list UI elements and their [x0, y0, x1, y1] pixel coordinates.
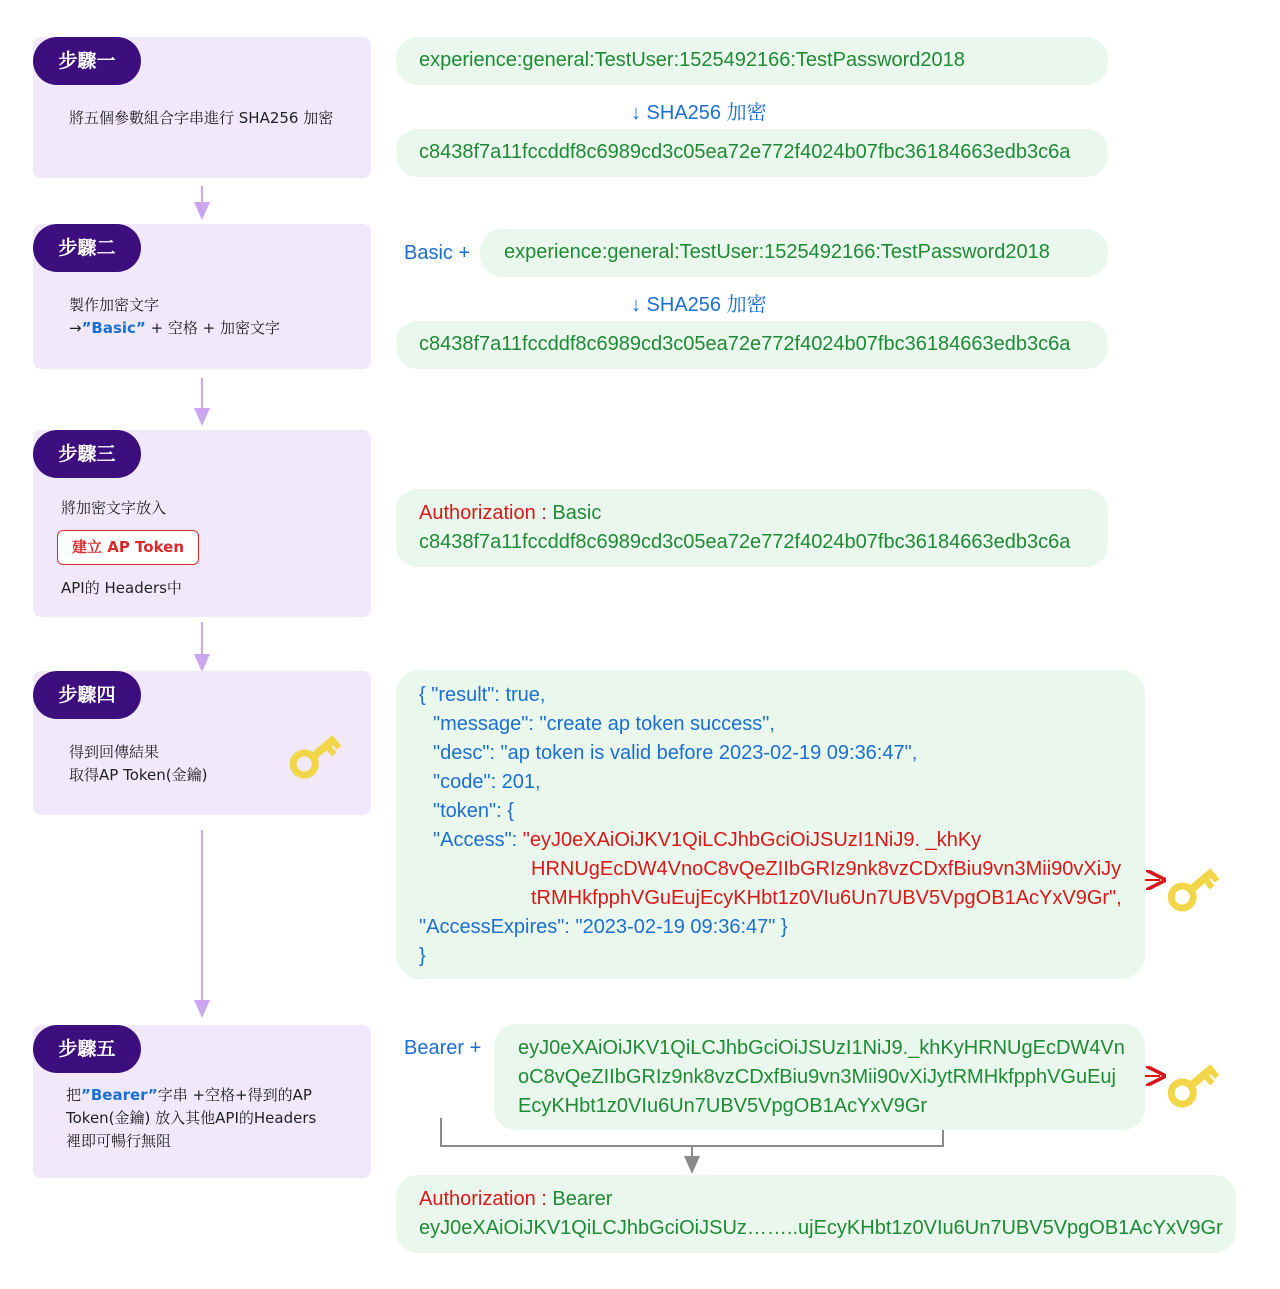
step2-desc-line1: 製作加密文字: [69, 296, 160, 314]
step1-input-text: experience:general:TestUser:1525492166:TestPassword2018: [419, 49, 965, 71]
json-access-value-line2: HRNUgEcDW4VnoC8vQeZIIbGRIz9nk8vzCDxfBiu9vn3Mii90vXiJy: [531, 858, 1122, 880]
step1-pill: 步驟一: [33, 37, 141, 85]
step1-desc: 將五個參數組合字串進行 SHA256 加密: [69, 109, 334, 127]
step2-basic-keyword: ”Basic”: [81, 319, 146, 337]
step2-basic-prefix: Basic +: [404, 242, 471, 264]
step1-input-box: [396, 37, 1108, 85]
json-line-desc: "desc": "ap token is valid before 2023-02-19 09:36:47",: [433, 742, 918, 764]
step3-header-box: [396, 489, 1108, 567]
step3-desc-line3: API的 Headers中: [61, 579, 182, 597]
step5-desc-suffix: 字串 +空格+得到的AP: [157, 1086, 312, 1104]
step5-desc-prefix: 把: [66, 1086, 82, 1104]
step5-header-box: [396, 1175, 1236, 1253]
step2-card: [33, 224, 371, 369]
step5-bearer-prefix: Bearer +: [404, 1037, 482, 1059]
step5-token-line3: EcyKHbt1z0VIu6Un7UBV5VpgOB1AcYxV9Gr: [518, 1095, 928, 1117]
step5-pill: 步驟五: [33, 1025, 141, 1073]
step2-desc-line2: [69, 317, 280, 340]
step1-output-box: [396, 129, 1108, 177]
step1-output-text: c8438f7a11fccddf8c6989cd3c05ea72e772f4024b07fbc36184663edb3c6a: [419, 141, 1071, 163]
step3-auth-type: Basic: [546, 502, 602, 524]
step3-header-line1: [419, 502, 601, 525]
step5-desc: [66, 1084, 316, 1153]
key-icon: [1163, 1054, 1223, 1114]
step1-card: [33, 37, 371, 178]
step5-token-box: [494, 1024, 1145, 1130]
step2-arrow-glyph: →: [69, 319, 82, 337]
json-line-access: [433, 826, 981, 855]
json-line-token: "token": {: [433, 800, 514, 822]
step5-token-line2: oC8vQeZIIbGRIz9nk8vzCDxfBiu9vn3Mii90vXiJytRMHkfpphVGuEuj: [518, 1066, 1116, 1088]
key-icon: [285, 725, 345, 785]
create-ap-token-button[interactable]: 建立 AP Token: [57, 530, 199, 565]
step2-desc-suffix: + 空格 + 加密文字: [145, 319, 281, 337]
step3-auth-value: c8438f7a11fccddf8c6989cd3c05ea72e772f4024b07fbc36184663edb3c6a: [419, 531, 1071, 553]
step2-input-box: [480, 229, 1108, 277]
step5-header-line1: [419, 1188, 612, 1211]
key-icon: [1163, 858, 1223, 918]
step4-desc-line1: 得到回傳結果: [69, 743, 160, 761]
step2-input-text: experience:general:TestUser:1525492166:TestPassword2018: [504, 241, 1050, 263]
step4-desc: [69, 741, 207, 787]
step2-desc: [69, 294, 280, 340]
step4-pill: 步驟四: [33, 671, 141, 719]
step3-card: [33, 430, 371, 617]
json-line-access-expires: "AccessExpires": "2023-02-19 09:36:47" }: [419, 916, 788, 938]
json-access-key: "Access":: [433, 829, 523, 851]
step3-desc-line1: 將加密文字放入: [61, 499, 167, 517]
step4-response-box: [396, 670, 1145, 979]
step4-desc-line2: 取得AP Token(金鑰): [69, 766, 208, 784]
json-line-close: }: [419, 945, 426, 967]
step2-output-box: [396, 321, 1108, 369]
step5-desc-line1: [66, 1084, 316, 1107]
json-line-result: { "result": true,: [419, 684, 546, 706]
json-line-code: "code": 201,: [433, 771, 541, 793]
json-access-value-line3: tRMHkfpphVGuEujEcyKHbt1z0VIu6Un7UBV5VpgOB1AcYxV9Gr",: [531, 887, 1122, 909]
step5-desc-line2: Token(金鑰) 放入其他API的Headers: [66, 1109, 317, 1127]
step3-auth-key: Authorization :: [419, 502, 547, 524]
json-line-message: "message": "create ap token success",: [433, 713, 775, 735]
step5-bearer-keyword: ”Bearer”: [81, 1086, 158, 1104]
step3-pill: 步驟三: [33, 430, 141, 478]
step5-auth-type: Bearer: [546, 1188, 613, 1210]
step5-auth-key: Authorization :: [419, 1188, 547, 1210]
step5-token-line1: eyJ0eXAiOiJKV1QiLCJhbGciOiJSUzI1NiJ9._khKyHRNUgEcDW4Vn: [518, 1037, 1125, 1059]
step5-desc-line3: 裡即可暢行無阻: [66, 1132, 172, 1150]
step1-sha-label: ↓ SHA256 加密: [631, 102, 767, 124]
step2-pill: 步驟二: [33, 224, 141, 272]
json-access-value: "eyJ0eXAiOiJKV1QiLCJhbGciOiJSUzI1NiJ9. _khKy: [522, 829, 982, 851]
step5-card: [33, 1025, 371, 1178]
step2-output-text: c8438f7a11fccddf8c6989cd3c05ea72e772f4024b07fbc36184663edb3c6a: [419, 333, 1071, 355]
step5-auth-value: eyJ0eXAiOiJKV1QiLCJhbGciOiJSUz……..ujEcyKHbt1z0VIu6Un7UBV5VpgOB1AcYxV9Gr: [419, 1217, 1223, 1239]
step4-card: [33, 671, 371, 815]
step2-sha-label: ↓ SHA256 加密: [631, 294, 767, 316]
